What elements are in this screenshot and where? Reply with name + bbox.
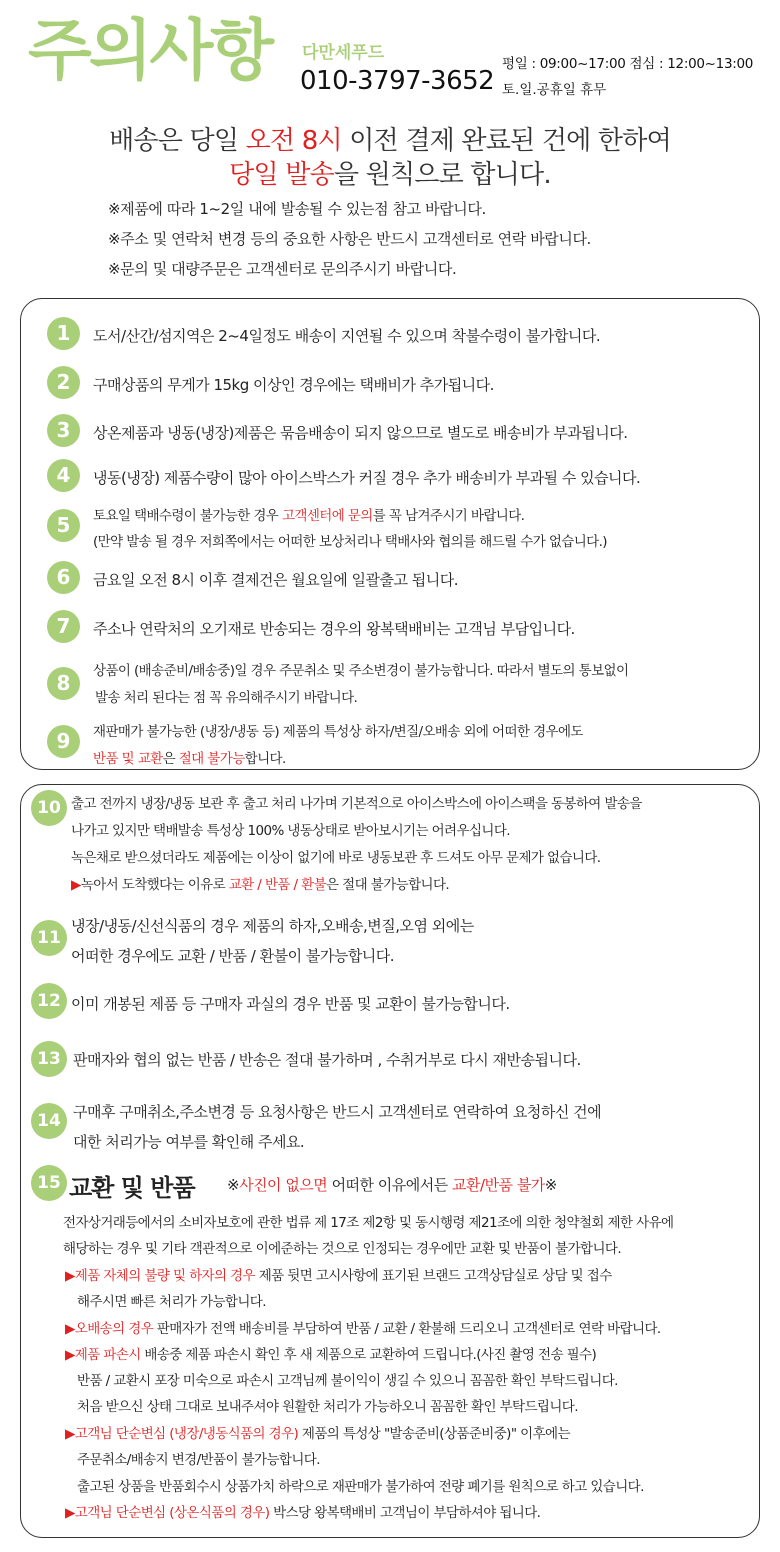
- text-span: 녹아서 도착했다는 이유로: [80, 877, 229, 893]
- notice-item-text: 어떠한 경우에도 교환 / 반품 / 환불이 불가능합니다.: [71, 947, 395, 965]
- highlight-span: 고객님 단순변심 (냉장/냉동식품의 경우): [74, 1426, 299, 1442]
- number-badge: 14: [31, 1103, 67, 1139]
- text-span: ※: [227, 1176, 240, 1194]
- policy-item: [65, 1422, 570, 1442]
- notice-item-text: 녹은채로 받으셨더라도 제품에는 이상이 없기에 바로 냉동보관 후 드셔도 아무 문제가 없습니다.: [71, 850, 601, 866]
- number-badge: 5: [47, 509, 80, 542]
- page-title: 주의사항: [28, 12, 272, 89]
- highlight-span: 제품 파손시: [74, 1347, 141, 1363]
- text-span: 토요일 택배수령이 불가능한 경우: [93, 508, 282, 524]
- notice-item-subtext: [93, 747, 286, 767]
- arrow-icon: ▶: [65, 1347, 75, 1363]
- arrow-icon: ▶: [65, 1321, 75, 1337]
- arrow-icon: ▶: [65, 1505, 75, 1521]
- policy-item: [65, 1501, 540, 1521]
- headline-text: 이전 결제 완료된 건에 한하여: [341, 126, 671, 156]
- shipping-notice-box: [20, 298, 760, 770]
- notice-item-subtext: 발송 처리 된다는 점 꼭 유의해주시기 바랍니다.: [95, 690, 358, 706]
- highlight-span: 사진이 없으면: [239, 1176, 328, 1194]
- notice-item-text: 구매상품의 무게가 15kg 이상인 경우에는 택배비가 추가됩니다.: [93, 376, 494, 394]
- number-badge: 6: [47, 561, 80, 594]
- notice-item-text: 재판매가 불가능한 (냉장/냉동 등) 제품의 특성상 하자/변질/오배송 외에 어떠한 경우에도: [93, 724, 583, 740]
- closed-days: 토.일.공휴일 휴무: [502, 82, 607, 98]
- policy-item: [65, 1264, 612, 1284]
- headline-line-1: [0, 120, 780, 157]
- number-badge: 13: [31, 1041, 67, 1077]
- section-heading: 교환 및 반품: [69, 1174, 195, 1202]
- policy-item: [65, 1317, 661, 1337]
- highlight-span: 제품 자체의 불량 및 하자의 경우: [74, 1268, 255, 1284]
- headline-line-2: [0, 154, 780, 191]
- text-span: 은: [162, 751, 179, 767]
- number-badge: 3: [47, 414, 80, 447]
- number-badge: 11: [31, 920, 67, 956]
- policy-paragraph: 해주시면 빠른 처리가 가능합니다.: [77, 1294, 266, 1310]
- notice-item-text: 구매후 구매취소,주소변경 등 요청사항은 반드시 고객센터로 연락하여 요청하신 건에: [73, 1103, 602, 1121]
- policy-item: [65, 1343, 596, 1363]
- notice-item-text: 상온제품과 냉동(냉장)제품은 묶음배송이 되지 않으므로 별도로 배송비가 부과됩니다.: [93, 424, 628, 442]
- return-policy-box: [20, 784, 760, 1538]
- notice-item-text: 냉장/냉동/신선식품의 경우 제품의 하자,오배송,변질,오염 외에는: [71, 917, 474, 935]
- notice-item-text: 판매자와 협의 없는 반품 / 반송은 절대 불가하며 , 수취거부로 다시 재반송됩니다.: [73, 1051, 581, 1069]
- brand-name: 다만세푸드: [302, 43, 385, 63]
- notice-item-text: 상품이 (배송준비/배송중)일 경우 주문취소 및 주소변경이 불가능합니다. 따라서 별도의 통보없이: [93, 663, 629, 679]
- policy-paragraph: 전자상거래등에서의 소비자보호에 관한 법류 제 17조 제2항 및 동시행령 제21조에 의한 청약철회 제한 사유에: [63, 1215, 674, 1231]
- notice-item-text: 냉동(냉장) 제품수량이 많아 아이스박스가 커질 경우 추가 배송비가 부과될 수 있습니다.: [93, 469, 641, 487]
- number-badge: 2: [47, 366, 80, 399]
- notice-item-text: 대한 처리가능 여부를 확인해 주세요.: [73, 1133, 305, 1151]
- notice-item-text: [93, 504, 524, 524]
- highlight-span: 고객님 단순변심 (상온식품의 경우): [74, 1505, 270, 1521]
- arrow-icon: ▶: [65, 1268, 75, 1284]
- policy-paragraph: 처음 받으신 상태 그대로 보내주셔야 원활한 처리가 가능하오니 꼼꼼한 확인 부탁드립니다.: [77, 1399, 578, 1415]
- note-item: ※주소 및 연락처 변경 등의 중요한 사항은 반드시 고객센터로 연락 바랍니다.: [108, 230, 591, 248]
- notice-item-text: 이미 개봉된 제품 등 구매자 과실의 경우 반품 및 교환이 불가능합니다.: [71, 995, 510, 1013]
- number-badge: 1: [47, 317, 80, 350]
- highlight-span: 교환 / 반품 / 환불: [228, 877, 327, 893]
- text-span: 제품의 특성상 "발송준비(상품준비중)" 이후에는: [298, 1426, 570, 1442]
- number-badge: 7: [47, 610, 80, 643]
- number-badge: 10: [31, 790, 67, 826]
- notice-item-text: 주소나 연락처의 오기재로 반송되는 경우의 왕복택배비는 고객님 부담입니다.: [93, 620, 575, 638]
- number-badge: 15: [31, 1165, 67, 1201]
- number-badge: 4: [47, 459, 80, 492]
- text-span: ※: [544, 1176, 557, 1194]
- arrow-icon: ▶: [71, 877, 81, 893]
- text-span: 합니다.: [244, 751, 286, 767]
- arrow-icon: ▶: [65, 1426, 75, 1442]
- highlight-span: 고객센터에 문의: [281, 508, 373, 524]
- highlight-span: 절대 불가능: [178, 751, 245, 767]
- headline-highlight: 오전 8시: [245, 126, 342, 156]
- highlight-span: 반품 및 교환: [93, 751, 163, 767]
- highlight-span: 교환/반품 불가: [452, 1176, 545, 1194]
- text-span: 박스당 왕복택배비 고객님이 부담하셔야 됩니다.: [269, 1505, 541, 1521]
- highlight-span: 오배송의 경우: [74, 1321, 154, 1337]
- phone-number: 010-3797-3652: [300, 66, 495, 96]
- policy-paragraph: 주문취소/배송지 변경/반품이 불가능합니다.: [77, 1452, 320, 1468]
- text-span: 판매자가 전액 배송비를 부담하여 반품 / 교환 / 환불해 드리오니 고객센터로 연락 바랍니다.: [153, 1321, 661, 1337]
- headline-text: 배송은 당일: [109, 126, 246, 156]
- text-span: 를 꼭 남겨주시기 바랍니다.: [372, 508, 525, 524]
- notice-item-text: 금요일 오전 8시 이후 결제건은 월요일에 일괄출고 됩니다.: [93, 571, 458, 589]
- notice-item-subtext: (만약 발송 될 경우 저희쪽에서는 어떠한 보상처리나 택배사와 협의를 해드릴 수가 없습니다.): [93, 534, 607, 550]
- number-badge: 8: [47, 667, 80, 700]
- note-item: ※제품에 따라 1~2일 내에 발송될 수 있는점 참고 바랍니다.: [108, 200, 486, 218]
- number-badge: 9: [47, 725, 80, 758]
- text-span: 배송중 제품 파손시 확인 후 새 제품으로 교환하여 드립니다.(사진 촬영 전송 필수): [140, 1347, 597, 1363]
- section-warning: [227, 1174, 557, 1195]
- notice-item-text: 도서/산간/섬지역은 2~4일정도 배송이 지연될 수 있으며 착불수령이 불가합니다.: [93, 327, 601, 345]
- notice-item-text: 출고 전까지 냉장/냉동 보관 후 출고 처리 나가며 기본적으로 아이스박스에 아이스팩을 동봉하여 발송을: [71, 796, 642, 812]
- notice-item-text: [71, 873, 449, 893]
- text-span: 어떠한 이유에서든: [327, 1176, 453, 1194]
- headline-text: 을 원칙으로 합니다.: [333, 160, 551, 190]
- headline-highlight: 당일 발송: [229, 160, 334, 190]
- policy-paragraph: 해당하는 경우 및 기타 객관적으로 이에준하는 것으로 인정되는 경우에만 교환 및 반품이 불가합니다.: [63, 1241, 622, 1257]
- text-span: 은 절대 불가능합니다.: [326, 877, 450, 893]
- number-badge: 12: [31, 983, 67, 1019]
- policy-paragraph: 출고된 상품을 반품회수시 상품가치 하락으로 재판매가 불가하여 전량 폐기를 원칙으로 하고 있습니다.: [77, 1479, 644, 1495]
- notice-item-text: 나가고 있지만 택배발송 특성상 100% 냉동상태로 받아보시기는 어려우십니다.: [71, 823, 510, 839]
- text-span: 제품 뒷면 고시사항에 표기된 브랜드 고객상담실로 상담 및 접수: [255, 1268, 612, 1284]
- note-item: ※문의 및 대량주문은 고객센터로 문의주시기 바랍니다.: [108, 260, 457, 278]
- policy-paragraph: 반품 / 교환시 포장 미숙으로 파손시 고객님께 불이익이 생길 수 있으니 꼼꼼한 확인 부탁드립니다.: [77, 1373, 618, 1389]
- business-hours: 평일 : 09:00~17:00 점심 : 12:00~13:00: [502, 56, 754, 72]
